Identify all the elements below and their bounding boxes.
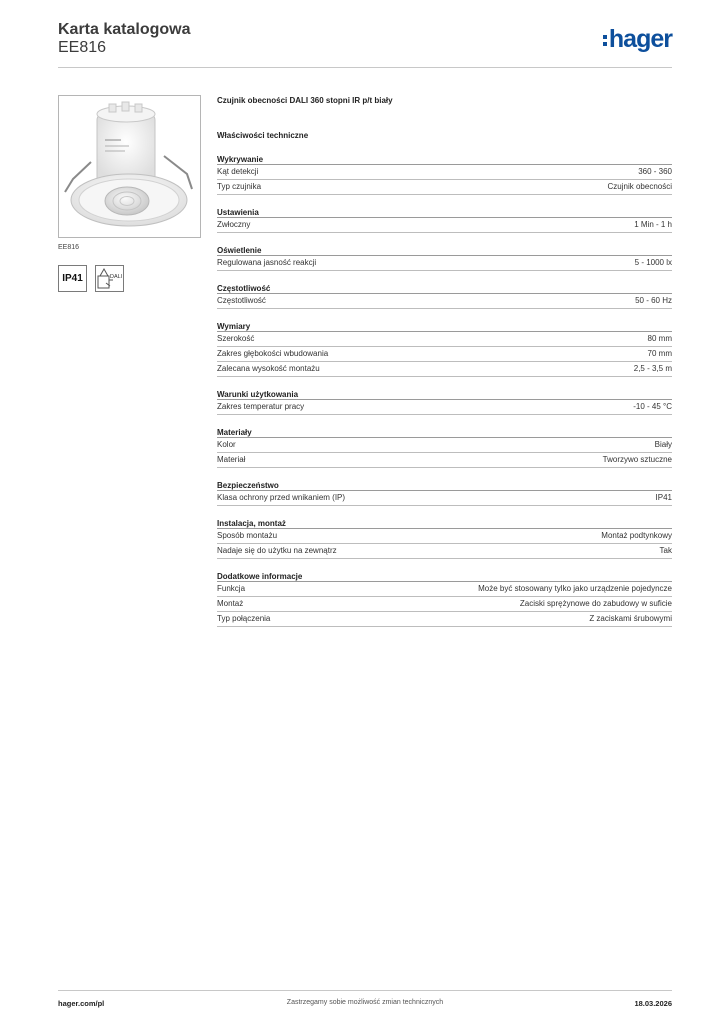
spec-section-title: Ustawienia bbox=[217, 207, 672, 218]
spec-key: Zakres głębokości wbudowania bbox=[217, 349, 329, 358]
spec-value: 2,5 - 3,5 m bbox=[633, 364, 672, 373]
spec-key: Szerokość bbox=[217, 334, 255, 343]
spec-key: Zalecana wysokość montażu bbox=[217, 364, 320, 373]
spec-value: Biały bbox=[654, 440, 672, 449]
spec-section-title: Dodatkowe informacje bbox=[217, 571, 672, 582]
dali-text: DALI bbox=[110, 274, 123, 280]
spec-value: Montaż podtynkowy bbox=[601, 531, 672, 540]
product-code-label: EE816 bbox=[58, 244, 80, 251]
hager-logo[interactable] bbox=[603, 26, 672, 56]
spec-value: 50 - 60 Hz bbox=[635, 296, 672, 305]
spec-key: Nadaje się do użytku na zewnątrz bbox=[217, 546, 337, 555]
spec-section-title: Częstotliwość bbox=[217, 283, 672, 294]
spec-row bbox=[217, 438, 672, 453]
spec-row bbox=[217, 529, 672, 544]
spec-value: -10 - 45 °C bbox=[633, 402, 672, 411]
spec-key: Klasa ochrony przed wnikaniem (IP) bbox=[217, 493, 346, 502]
page-footer bbox=[58, 990, 672, 1012]
spec-row bbox=[217, 165, 672, 180]
spec-value: Z zaciskami śrubowymi bbox=[589, 614, 672, 623]
footer-disclaimer: Zastrzegamy sobie możliwość zmian technicznych bbox=[286, 999, 444, 1006]
dali-protocol-badge bbox=[95, 265, 124, 292]
spec-row bbox=[217, 491, 672, 506]
spec-row bbox=[217, 597, 672, 612]
spec-section-title: Wymiary bbox=[217, 321, 672, 332]
spec-row bbox=[217, 612, 672, 627]
spec-row bbox=[217, 332, 672, 347]
spec-row bbox=[217, 180, 672, 195]
spec-section-title: Bezpieczeństwo bbox=[217, 480, 672, 491]
presence-sensor-icon bbox=[59, 96, 200, 237]
spec-value: 1 Min - 1 h bbox=[634, 220, 672, 229]
spec-key: Regulowana jasność reakcji bbox=[217, 258, 317, 267]
footer-website-link[interactable]: hager.com/pl bbox=[58, 999, 105, 1008]
spec-value: 70 mm bbox=[647, 349, 672, 358]
spec-section bbox=[217, 321, 672, 377]
spec-row bbox=[217, 347, 672, 362]
ip-rating-badge: IP41 bbox=[58, 265, 87, 292]
spec-section-title: Materiały bbox=[217, 427, 672, 438]
spec-row bbox=[217, 400, 672, 415]
spec-section-title: Warunki użytkowania bbox=[217, 389, 672, 400]
spec-section bbox=[217, 427, 672, 468]
spec-row bbox=[217, 362, 672, 377]
spec-row bbox=[217, 218, 672, 233]
product-image bbox=[58, 95, 201, 238]
spec-section-title: Instalacja, montaż bbox=[217, 518, 672, 529]
spec-row bbox=[217, 544, 672, 559]
spec-value: Tak bbox=[659, 546, 672, 555]
document-title: Karta katalogowa bbox=[58, 21, 191, 38]
document-product-code: EE816 bbox=[58, 39, 107, 56]
spec-value: 5 - 1000 lx bbox=[634, 258, 672, 267]
spec-row bbox=[217, 453, 672, 468]
spec-value: Czujnik obecności bbox=[607, 182, 672, 191]
specifications bbox=[217, 94, 672, 627]
spec-row bbox=[217, 256, 672, 271]
spec-key: Typ czujnika bbox=[217, 182, 262, 191]
logo-dots-icon bbox=[603, 26, 607, 48]
logo-wordmark: hager bbox=[608, 25, 672, 53]
spec-section bbox=[217, 571, 672, 627]
spec-key: Zakres temperatur pracy bbox=[217, 402, 305, 411]
spec-key: Kolor bbox=[217, 440, 236, 449]
spec-key: Częstotliwość bbox=[217, 296, 266, 305]
spec-section bbox=[217, 283, 672, 309]
product-name: Czujnik obecności DALI 360 stopni IR p/t biały bbox=[217, 96, 393, 105]
spec-key: Kąt detekcji bbox=[217, 167, 259, 176]
spec-section bbox=[217, 207, 672, 233]
spec-row bbox=[217, 582, 672, 597]
spec-section bbox=[217, 518, 672, 559]
footer-date: 18.03.2026 bbox=[634, 999, 672, 1008]
spec-section-title: Wykrywanie bbox=[217, 154, 672, 165]
spec-value: Tworzywo sztuczne bbox=[602, 455, 672, 464]
spec-key: Sposób montażu bbox=[217, 531, 278, 540]
spec-value: 360 - 360 bbox=[638, 167, 672, 176]
spec-value: Zaciski sprężynowe do zabudowy w suficie bbox=[519, 599, 672, 608]
spec-section-title: Oświetlenie bbox=[217, 245, 672, 256]
spec-section bbox=[217, 389, 672, 415]
spec-row bbox=[217, 294, 672, 309]
spec-sections bbox=[217, 154, 672, 627]
spec-key: Materiał bbox=[217, 455, 246, 464]
spec-key: Funkcja bbox=[217, 584, 246, 593]
spec-value: Może być stosowany tylko jako urządzenie pojedyncze bbox=[478, 584, 672, 593]
spec-section bbox=[217, 154, 672, 195]
dali-icon bbox=[96, 266, 123, 291]
spec-value: 80 mm bbox=[647, 334, 672, 343]
spec-value: IP41 bbox=[655, 493, 672, 502]
spec-key: Typ połączenia bbox=[217, 614, 271, 623]
specs-heading: Właściwości techniczne bbox=[217, 131, 309, 140]
spec-key: Zwłoczny bbox=[217, 220, 251, 229]
spec-section bbox=[217, 480, 672, 506]
page-header bbox=[58, 20, 672, 68]
spec-section bbox=[217, 245, 672, 271]
spec-key: Montaż bbox=[217, 599, 244, 608]
